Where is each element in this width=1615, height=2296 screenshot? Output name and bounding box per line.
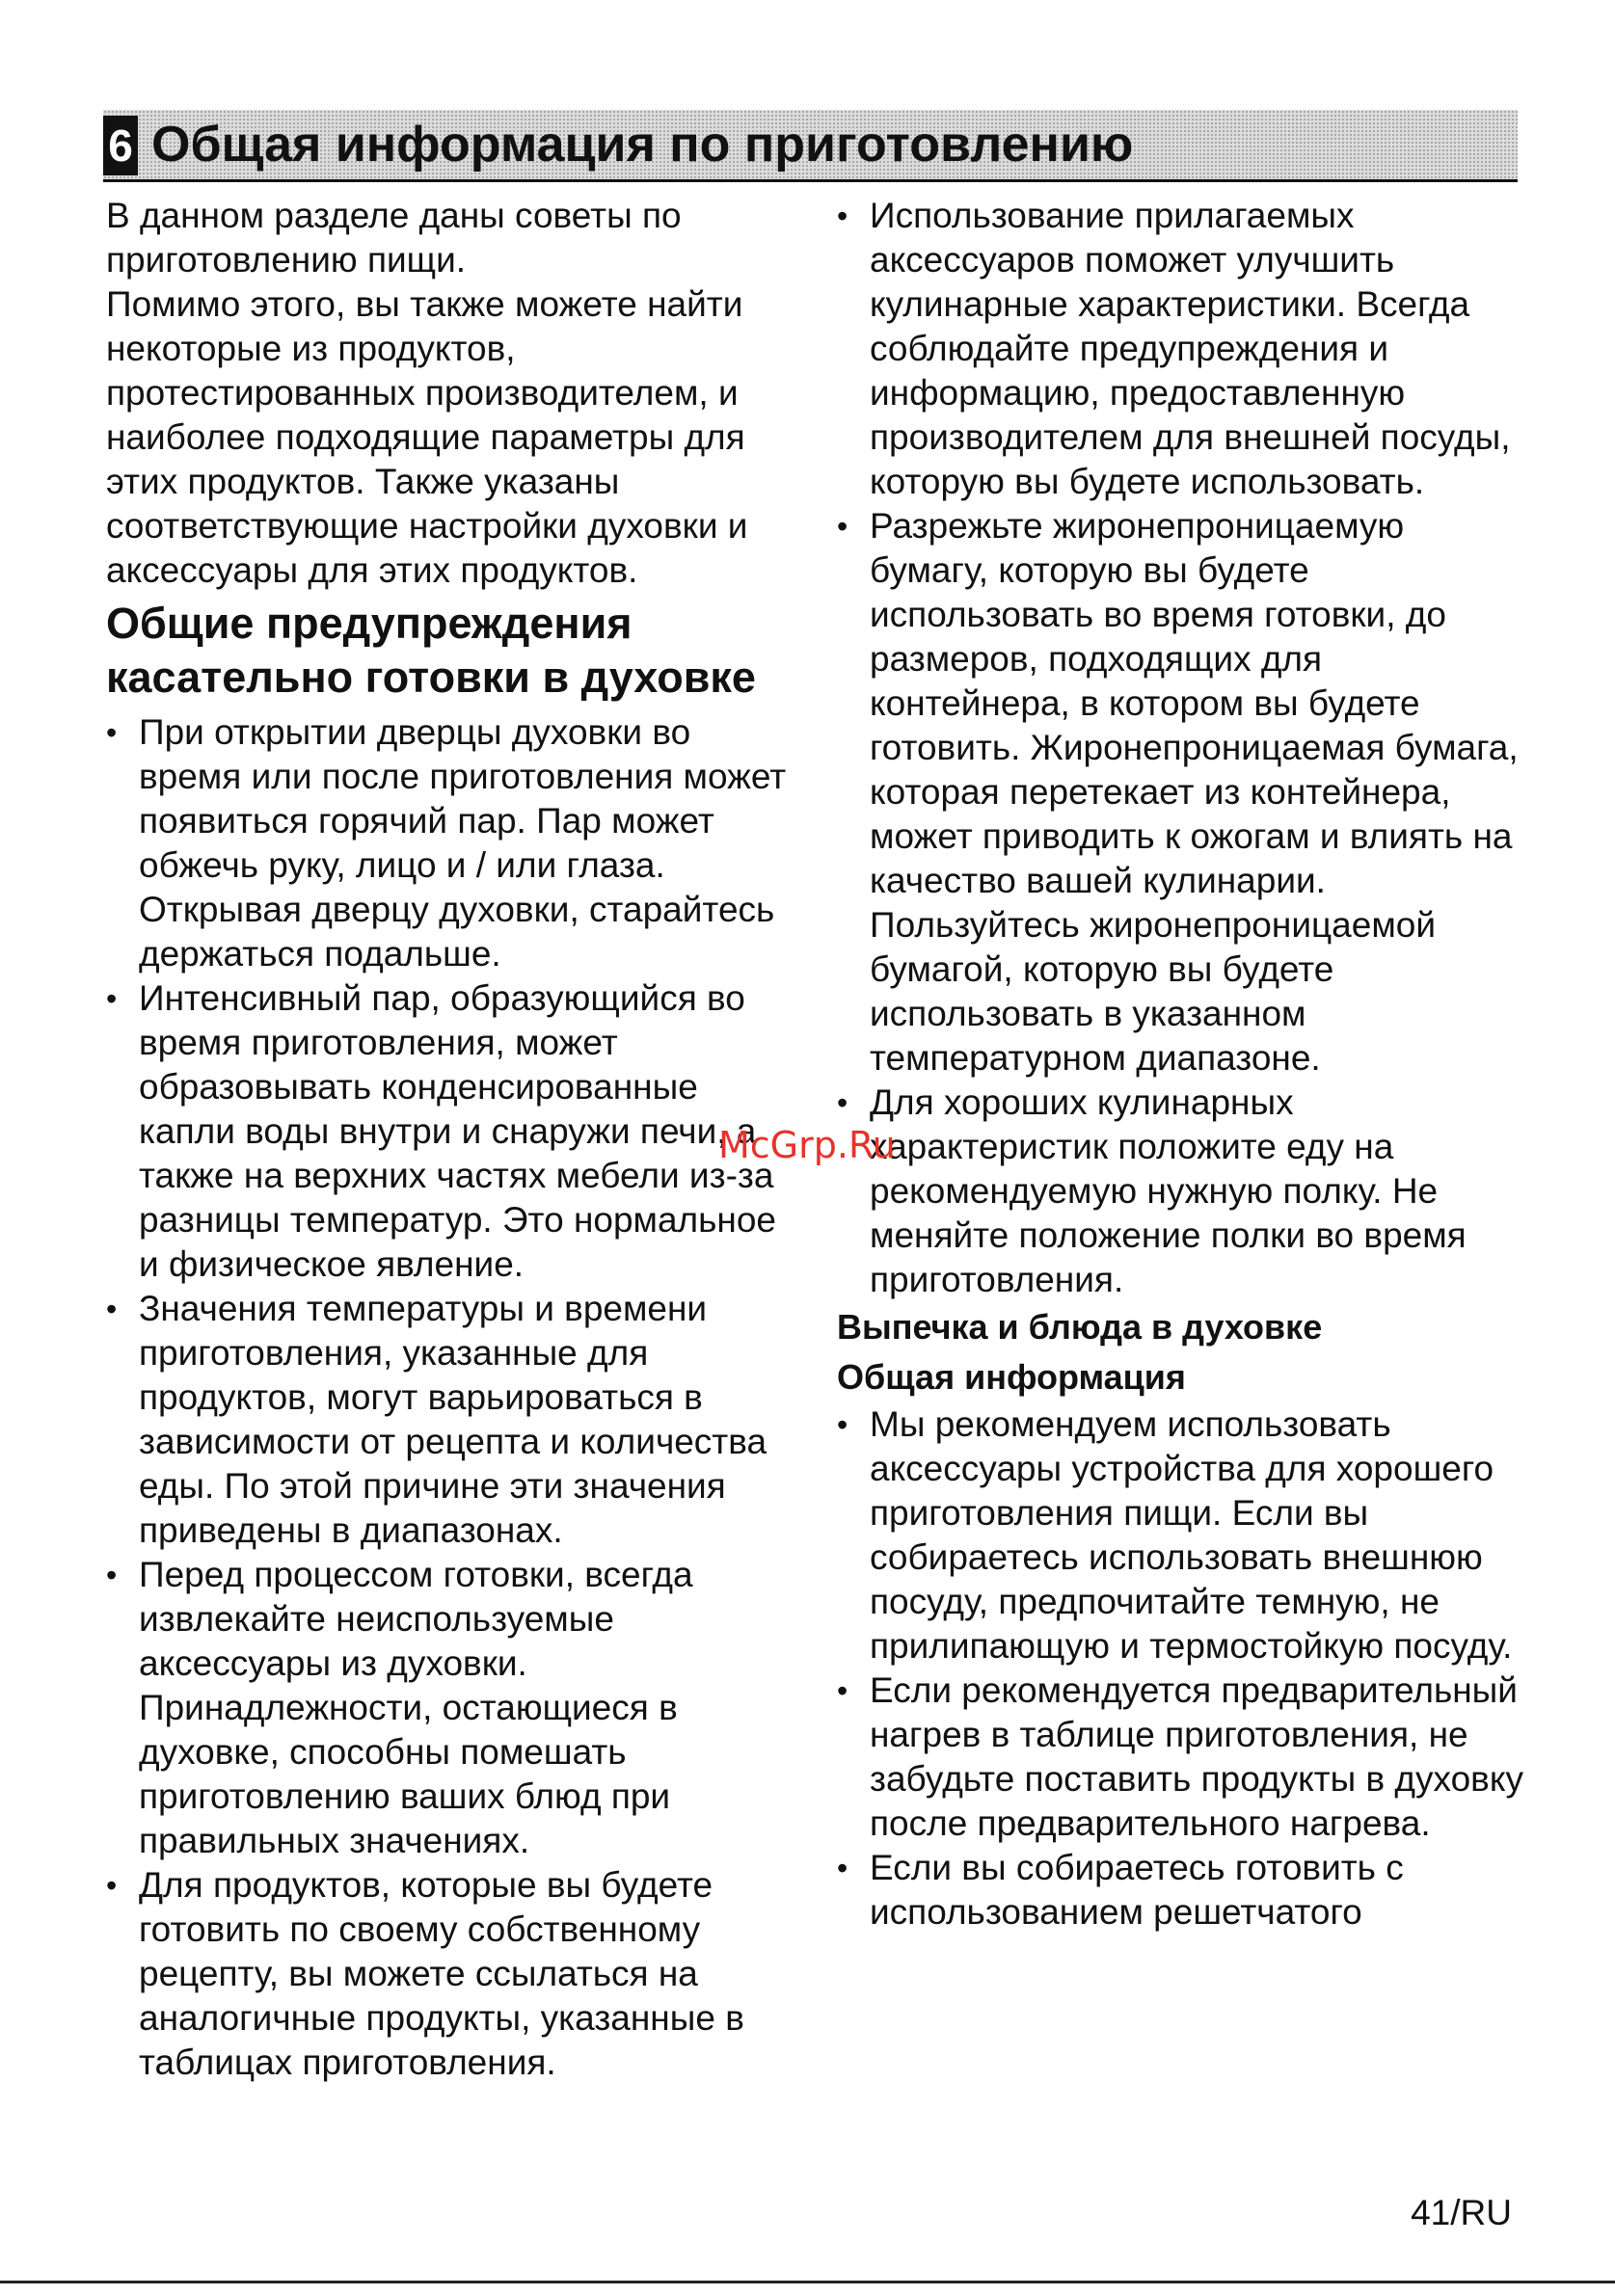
intro-paragraph-1: В данном разделе даны советы по приготовлению пищи. <box>106 196 682 280</box>
general-info-list <box>837 1402 1531 1935</box>
left-column <box>106 194 800 2085</box>
section-number-badge: 6 <box>103 116 138 175</box>
list-item: • Использование прилагаемых аксессуаров поможет улучшить кулинарные характеристики. Всегда соблюдайте предупреждения и информацию, предоставленную производителем для внешней посуды, которую вы будете использовать. <box>837 194 1531 504</box>
list-item: • Перед процессом готовки, всегда извлекайте неиспользуемые аксессуары из духовки. Принадлежности, остающиеся в духовке, способны помешать приготовлению ваших блюд при правильных значениях. <box>106 1553 800 1863</box>
list-item: • Разрежьте жиронепроницаемую бумагу, которую вы будете использовать во время готовки, до размеров, подходящих для контейнера, в котором вы будете готовить. Жиронепроницаемая бумага, которая перетекает из контейнера, может приводить к ожогам и влиять на качество вашей кулинарии. Пользуйтесь жиронепроницаемой бумагой, которую вы будете использовать в указанном температурном диапазоне. <box>837 504 1531 1081</box>
right-column <box>837 194 1531 1935</box>
list-item: • Интенсивный пар, образующийся во время приготовления, может образовывать конденсированные капли воды внутри и снаружи печи, а также на верхних частях мебели из-за разницы температур. Это нормальное и физическое явление. <box>106 976 800 1287</box>
list-item: • Для хороших кулинарных характеристик положите еду на рекомендуемую нужную полку. Не меняйте положение полки во время приготовления. <box>837 1081 1531 1302</box>
page-number: 41/RU <box>1411 2193 1512 2232</box>
bottom-rule <box>0 2281 1615 2283</box>
list-item: • Для продуктов, которые вы будете готовить по своему собственному рецепту, вы можете ссылаться на аналогичные продукты, указанные в таблицах приготовления. <box>106 1863 800 2085</box>
baking-heading: Выпечка и блюда в духовке <box>837 1307 1323 1347</box>
tips-list <box>837 194 1531 1302</box>
section-title: Общая информация по приготовлению <box>151 117 1134 173</box>
list-item: • Если вы собираетесь готовить с использованием решетчатого <box>837 1846 1531 1935</box>
warnings-list <box>106 710 800 2085</box>
intro-paragraph-2: Помимо этого, вы также можете найти некоторые из продуктов, протестированных производителем, и наиболее подходящие параметры для этих продуктов. Также указаны соответствующие настройки духовки и аксессуары для этих продуктов. <box>106 284 748 590</box>
list-item: • Если рекомендуется предварительный нагрев в таблице приготовления, не забудьте поставить продукты в духовку после предварительного нагрева. <box>837 1669 1531 1846</box>
list-item: • Значения температуры и времени приготовления, указанные для продуктов, могут варьироваться в зависимости от рецепта и количества еды. По этой причине эти значения приведены в диапазонах. <box>106 1287 800 1553</box>
warnings-heading: Общие предупреждения касательно готовки в духовке <box>106 599 756 702</box>
watermark: McGrp.Ru <box>718 1124 896 1166</box>
list-item: • При открытии дверцы духовки во время или после приготовления может появиться горячий пар. Пар может обжечь руку, лицо и / или глаза. Открывая дверцу духовки, старайтесь держаться подальше. <box>106 710 800 976</box>
general-info-heading: Общая информация <box>837 1357 1186 1397</box>
section-header <box>103 110 1518 182</box>
list-item: • Мы рекомендуем использовать аксессуары устройства для хорошего приготовления пищи. Если вы собираетесь использовать внешнюю посуду, предпочитайте темную, не прилипающую и термостойкую посуду. <box>837 1402 1531 1669</box>
